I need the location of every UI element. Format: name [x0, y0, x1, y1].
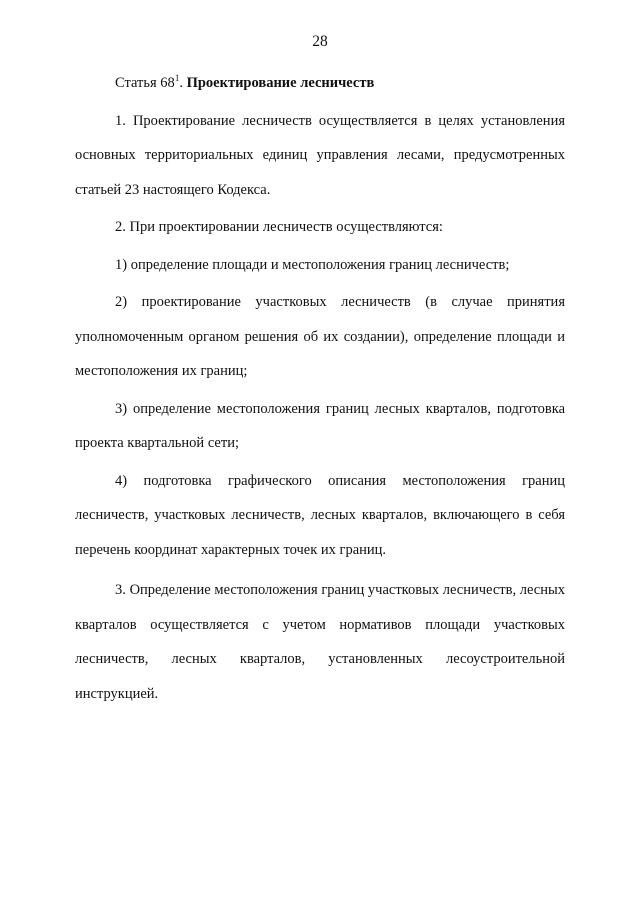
article-separator: .: [179, 75, 187, 91]
list-item-4: 4) подготовка графического описания местоположения границ лесничеств, участковых лесничеств, лесных кварталов, включающего в себя перечень координат характерных точек их границ.: [75, 472, 565, 558]
paragraph-2: 2. При проектировании лесничеств осуществляются:: [115, 219, 443, 235]
article-body: [75, 66, 565, 711]
paragraph-1: 1. Проектирование лесничеств осуществляется в целях установления основных территориальных единиц управления лесами, предусмотренных статьей 23 настоящего Кодекса.: [75, 112, 565, 198]
list-item-2: 2) проектирование участковых лесничеств (в случае принятия уполномоченным органом решения об их создании), определение площади и местоположения их границ;: [75, 294, 565, 379]
article-title: Проектирование лесничеств: [186, 75, 375, 91]
list-item-1: 1) определение площади и местоположения границ лесничеств;: [115, 256, 510, 273]
article-label: Статья 68: [115, 75, 175, 91]
article-heading: [75, 66, 565, 101]
list-item-3: 3) определение местоположения границ лесных кварталов, подготовка проекта квартальной сети;: [75, 400, 565, 451]
article-superscript: 1: [174, 73, 180, 83]
page-number: 28: [312, 33, 328, 50]
paragraph-3: 3. Определение местоположения границ участковых лесничеств, лесных кварталов осуществляется с учетом нормативов площади участковых лесничеств, лесных кварталов, установленных лесоустроительной инструкцией.: [75, 582, 565, 702]
